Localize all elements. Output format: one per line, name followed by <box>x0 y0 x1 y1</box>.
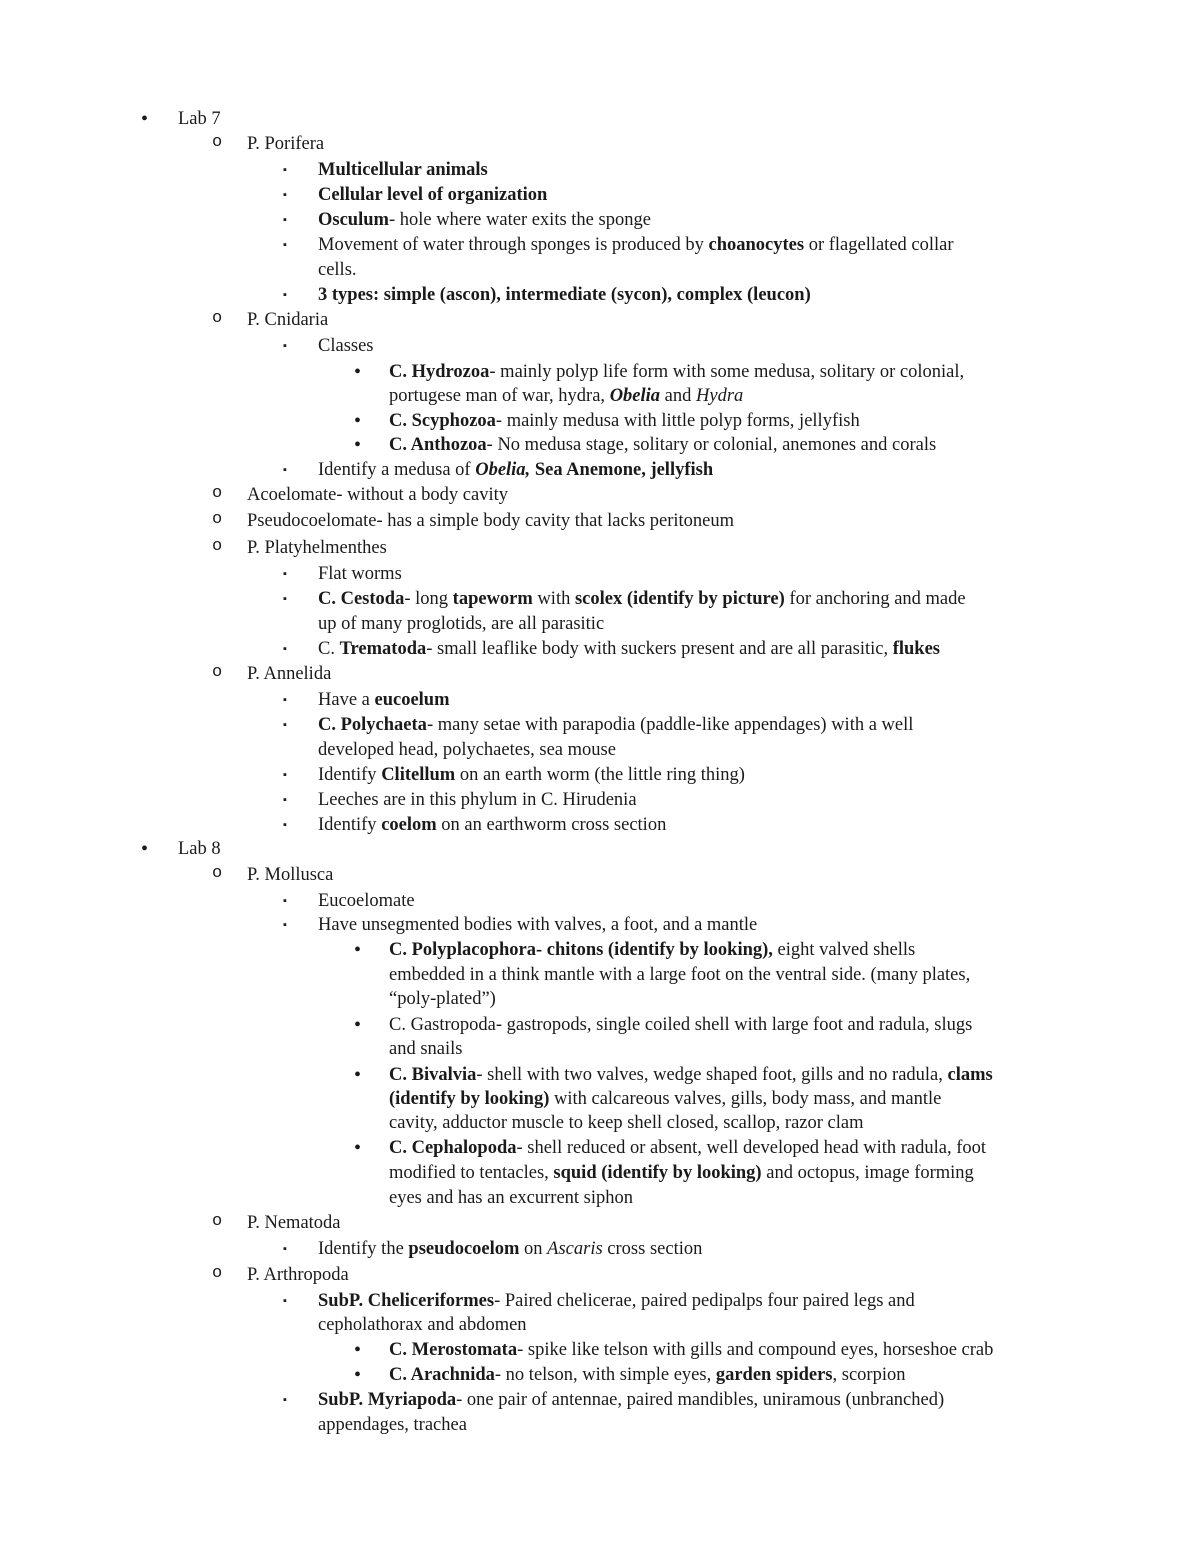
outline-line-level-4 <box>389 360 964 385</box>
text-segment: Sea Anemone, jellyfish <box>530 460 714 480</box>
text-segment: - Paired chelicerae, paired pedipalps four paired legs and <box>494 1291 915 1311</box>
outline-line-level-3 <box>318 738 616 763</box>
outline-line-level-1 <box>178 837 221 862</box>
text-segment: portugese man of war, hydra, <box>389 386 610 406</box>
text-segment: Pseudocoelomate- has a simple body cavity that lacks peritoneum <box>247 511 735 531</box>
bullet-level-3: ▪ <box>283 464 287 476</box>
bullet-level-3: ▪ <box>283 643 287 655</box>
outline-line-level-4 <box>389 938 915 963</box>
text-segment: squid (identify by looking) <box>553 1163 762 1183</box>
outline-line-level-4 <box>389 1013 972 1038</box>
text-segment: Lab 7 <box>178 109 221 129</box>
text-segment: - mainly polyp life form with some medusa, solitary or colonial, <box>489 362 965 382</box>
outline-line-level-3 <box>318 889 415 914</box>
text-segment: C. Anthozoa <box>389 435 487 455</box>
text-segment: or flagellated collar <box>804 235 954 255</box>
bullet-level-3: ▪ <box>283 189 287 201</box>
bullet-level-3: ▪ <box>283 1394 287 1406</box>
text-segment: Trematoda <box>339 639 427 659</box>
text-segment: Cellular level of organization <box>318 185 548 205</box>
text-segment: P. Annelida <box>247 664 332 684</box>
bullet-level-3: ▪ <box>283 694 287 706</box>
outline-line-level-3 <box>318 688 450 713</box>
bullet-level-3: ▪ <box>283 593 287 605</box>
text-segment: developed head, polychaetes, sea mouse <box>318 740 616 760</box>
outline-line-level-4 <box>389 987 496 1012</box>
text-segment: SubP. Cheliceriformes <box>318 1291 495 1311</box>
outline-line-level-4 <box>389 1136 986 1161</box>
text-segment: Flat worms <box>318 564 402 584</box>
outline-line-level-3 <box>318 1289 915 1314</box>
text-segment: - No medusa stage, solitary or colonial, anemones and corals <box>486 435 937 455</box>
bullet-level-3: ▪ <box>283 214 287 226</box>
text-segment: Acoelomate- without a body cavity <box>247 485 508 505</box>
text-segment: C. Merostomata <box>389 1340 518 1360</box>
outline-line-level-2 <box>247 509 734 534</box>
bullet-level-2: o <box>212 1212 223 1231</box>
text-segment: on <box>519 1239 548 1259</box>
text-segment: embedded in a think mantle with a large foot on the ventral side. (many plates, <box>389 965 971 985</box>
outline-line-level-3 <box>318 1313 527 1338</box>
text-segment: scolex (identify by picture) <box>574 589 785 609</box>
bullet-level-4: • <box>354 1064 362 1086</box>
text-segment: P. Porifera <box>247 134 325 154</box>
text-segment: C. Arachnida <box>389 1365 495 1385</box>
outline-line-level-3 <box>318 208 651 233</box>
text-segment: C. Bivalvia <box>389 1065 477 1085</box>
outline-line-level-1 <box>178 107 221 132</box>
text-segment: Multicellular animals <box>318 160 488 180</box>
text-segment: - shell reduced or absent, well developed head with radula, foot <box>516 1138 987 1158</box>
text-segment: C. Polychaeta <box>318 715 427 735</box>
text-segment: Have unsegmented bodies with valves, a foot, and a mantle <box>318 915 758 935</box>
text-segment: - mainly medusa with little polyp forms, jellyfish <box>495 411 860 431</box>
text-segment: eucoelum <box>374 690 450 710</box>
outline-line-level-2 <box>247 308 328 333</box>
outline-line-level-3 <box>318 158 488 183</box>
text-segment: 3 types: simple (ascon), intermediate (sycon), complex (leucon) <box>318 285 811 305</box>
text-segment: Clitellum <box>381 765 456 785</box>
text-segment: P. Platyhelmenthes <box>247 538 387 558</box>
text-segment: Identify the <box>318 1239 409 1259</box>
bullet-level-4: • <box>354 1137 362 1159</box>
text-segment: with <box>532 589 575 609</box>
text-segment: - hole where water exits the sponge <box>388 210 651 230</box>
text-segment: flukes <box>892 639 941 659</box>
bullet-level-3: ▪ <box>283 794 287 806</box>
text-segment: - long <box>404 589 453 609</box>
bullet-level-3: ▪ <box>283 895 287 907</box>
outline-line-level-4 <box>389 1111 864 1136</box>
outline-line-level-2 <box>247 662 331 687</box>
text-segment: Eucoelomate <box>318 891 415 911</box>
text-segment: and snails <box>389 1039 463 1059</box>
text-segment: Obelia, <box>475 460 531 480</box>
bullet-level-2: o <box>212 133 223 152</box>
bullet-level-3: ▪ <box>283 340 287 352</box>
text-segment: appendages, trachea <box>318 1415 467 1435</box>
text-segment: Obelia <box>609 386 661 406</box>
text-segment: Lab 8 <box>178 839 221 859</box>
text-segment: - spike like telson with gills and compound eyes, horseshoe crab <box>517 1340 994 1360</box>
text-segment: pseudocoelom <box>408 1239 520 1259</box>
outline-line-level-3 <box>318 258 357 283</box>
outline-line-level-3 <box>318 283 811 308</box>
text-segment: coelom <box>381 815 437 835</box>
bullet-level-4: • <box>354 939 362 961</box>
outline-line-level-4 <box>389 1338 993 1363</box>
outline-line-level-3 <box>318 562 402 587</box>
text-segment: Ascaris <box>547 1239 603 1259</box>
text-segment: - small leaflike body with suckers present and are all parasitic, <box>426 639 893 659</box>
bullet-level-3: ▪ <box>283 919 287 931</box>
text-segment: on an earthworm cross section <box>436 815 667 835</box>
text-segment: cepholathorax and abdomen <box>318 1315 527 1335</box>
outline-line-level-4 <box>389 1063 993 1088</box>
outline-line-level-2 <box>247 536 387 561</box>
bullet-level-4: • <box>354 1339 362 1361</box>
outline-line-level-2 <box>247 483 508 508</box>
text-segment: P. Mollusca <box>247 865 334 885</box>
outline-line-level-4 <box>389 1037 462 1062</box>
bullet-level-1: • <box>141 108 149 130</box>
text-segment: P. Nematoda <box>247 1213 341 1233</box>
outline-line-level-2 <box>247 1263 349 1288</box>
outline-line-level-3 <box>318 763 745 788</box>
outline-line-level-3 <box>318 458 713 483</box>
outline-line-level-3 <box>318 1388 944 1413</box>
outline-line-level-4 <box>389 963 970 988</box>
text-segment: with calcareous valves, gills, body mass, and mantle <box>549 1089 942 1109</box>
bullet-level-3: ▪ <box>283 239 287 251</box>
outline-line-level-3 <box>318 183 547 208</box>
outline-line-level-3 <box>318 233 954 258</box>
bullet-level-2: o <box>212 537 223 556</box>
text-segment: - shell with two valves, wedge shaped foot, gills and no radula, <box>476 1065 948 1085</box>
bullet-level-4: • <box>354 361 362 383</box>
outline-line-level-4 <box>389 1186 633 1211</box>
text-segment: C. Scyphozoa <box>389 411 496 431</box>
bullet-level-2: o <box>212 1264 223 1283</box>
outline-line-level-3 <box>318 587 966 612</box>
text-segment: Identify <box>318 765 382 785</box>
bullet-level-2: o <box>212 864 223 883</box>
bullet-level-3: ▪ <box>283 1295 287 1307</box>
bullet-level-2: o <box>212 663 223 682</box>
bullet-level-3: ▪ <box>283 568 287 580</box>
bullet-level-4: • <box>354 1014 362 1036</box>
outline-line-level-3 <box>318 612 604 637</box>
bullet-level-2: o <box>212 510 223 529</box>
text-segment: C. Cestoda <box>318 589 405 609</box>
text-segment: cross section <box>602 1239 703 1259</box>
text-segment: for anchoring and made <box>784 589 966 609</box>
text-segment: eyes and has an excurrent siphon <box>389 1188 634 1208</box>
outline-line-level-2 <box>247 1211 341 1236</box>
bullet-level-3: ▪ <box>283 719 287 731</box>
text-segment: on an earth worm (the little ring thing) <box>455 765 745 785</box>
text-segment: Identify <box>318 815 382 835</box>
outline-line-level-3 <box>318 637 940 662</box>
text-segment: and <box>660 386 697 406</box>
outline-line-level-4 <box>389 1161 974 1186</box>
bullet-level-1: • <box>141 838 149 860</box>
text-segment: C. Cephalopoda <box>389 1138 517 1158</box>
text-segment: P. Cnidaria <box>247 310 329 330</box>
bullet-level-4: • <box>354 434 362 456</box>
text-segment: C. Polyplacophora- chitons (identify by looking), <box>389 940 773 960</box>
outline-line-level-4 <box>389 1363 905 1388</box>
text-segment: cells. <box>318 260 357 280</box>
text-segment: clams <box>947 1065 993 1085</box>
text-segment: C. <box>318 639 340 659</box>
outline-line-level-4 <box>389 409 860 434</box>
outline-line-level-3 <box>318 813 666 838</box>
outline-line-level-4 <box>389 433 936 458</box>
outline-line-level-4 <box>389 1087 941 1112</box>
text-segment: tapeworm <box>452 589 533 609</box>
outline-line-level-3 <box>318 913 757 938</box>
bullet-level-3: ▪ <box>283 289 287 301</box>
text-segment: Hydra <box>696 386 744 406</box>
text-segment: Identify a medusa of <box>318 460 476 480</box>
text-segment: Have a <box>318 690 375 710</box>
text-segment: - one pair of antennae, paired mandibles, uniramous (unbranched) <box>456 1390 945 1410</box>
text-segment: C. Gastropoda- gastropods, single coiled shell with large foot and radula, slugs <box>389 1015 973 1035</box>
text-segment: , scorpion <box>832 1365 906 1385</box>
bullet-level-2: o <box>212 484 223 503</box>
text-segment: P. Arthropoda <box>247 1265 349 1285</box>
outline-line-level-2 <box>247 863 333 888</box>
outline-line-level-4 <box>389 384 743 409</box>
bullet-level-3: ▪ <box>283 819 287 831</box>
text-segment: modified to tentacles, <box>389 1163 554 1183</box>
text-segment: “poly-plated”) <box>389 989 496 1009</box>
text-segment: cavity, adductor muscle to keep shell closed, scallop, razor clam <box>389 1113 864 1133</box>
outline-line-level-3 <box>318 1237 702 1262</box>
text-segment: - many setae with parapodia (paddle-like appendages) with a well <box>426 715 914 735</box>
outline-line-level-2 <box>247 132 324 157</box>
text-segment: Classes <box>318 336 374 356</box>
bullet-level-3: ▪ <box>283 1243 287 1255</box>
text-segment: Movement of water through sponges is produced by <box>318 235 709 255</box>
text-segment: up of many proglotids, are all parasitic <box>318 614 605 634</box>
bullet-level-3: ▪ <box>283 769 287 781</box>
text-segment: and octopus, image forming <box>761 1163 974 1183</box>
text-segment: - no telson, with simple eyes, <box>494 1365 716 1385</box>
outline-line-level-3 <box>318 788 637 813</box>
text-segment: Leeches are in this phylum in C. Hirudenia <box>318 790 637 810</box>
text-segment: (identify by looking) <box>389 1089 550 1109</box>
text-segment: C. Hydrozoa <box>389 362 490 382</box>
text-segment: garden spiders <box>715 1365 833 1385</box>
text-segment: choanocytes <box>708 235 805 255</box>
bullet-level-3: ▪ <box>283 164 287 176</box>
text-segment: Osculum <box>318 210 389 230</box>
outline-line-level-3 <box>318 713 913 738</box>
bullet-level-4: • <box>354 1364 362 1386</box>
bullet-level-2: o <box>212 309 223 328</box>
outline-line-level-3 <box>318 1413 467 1438</box>
text-segment: eight valved shells <box>772 940 916 960</box>
outline-line-level-3 <box>318 334 374 359</box>
text-segment: SubP. Myriapoda <box>318 1390 457 1410</box>
bullet-level-4: • <box>354 410 362 432</box>
